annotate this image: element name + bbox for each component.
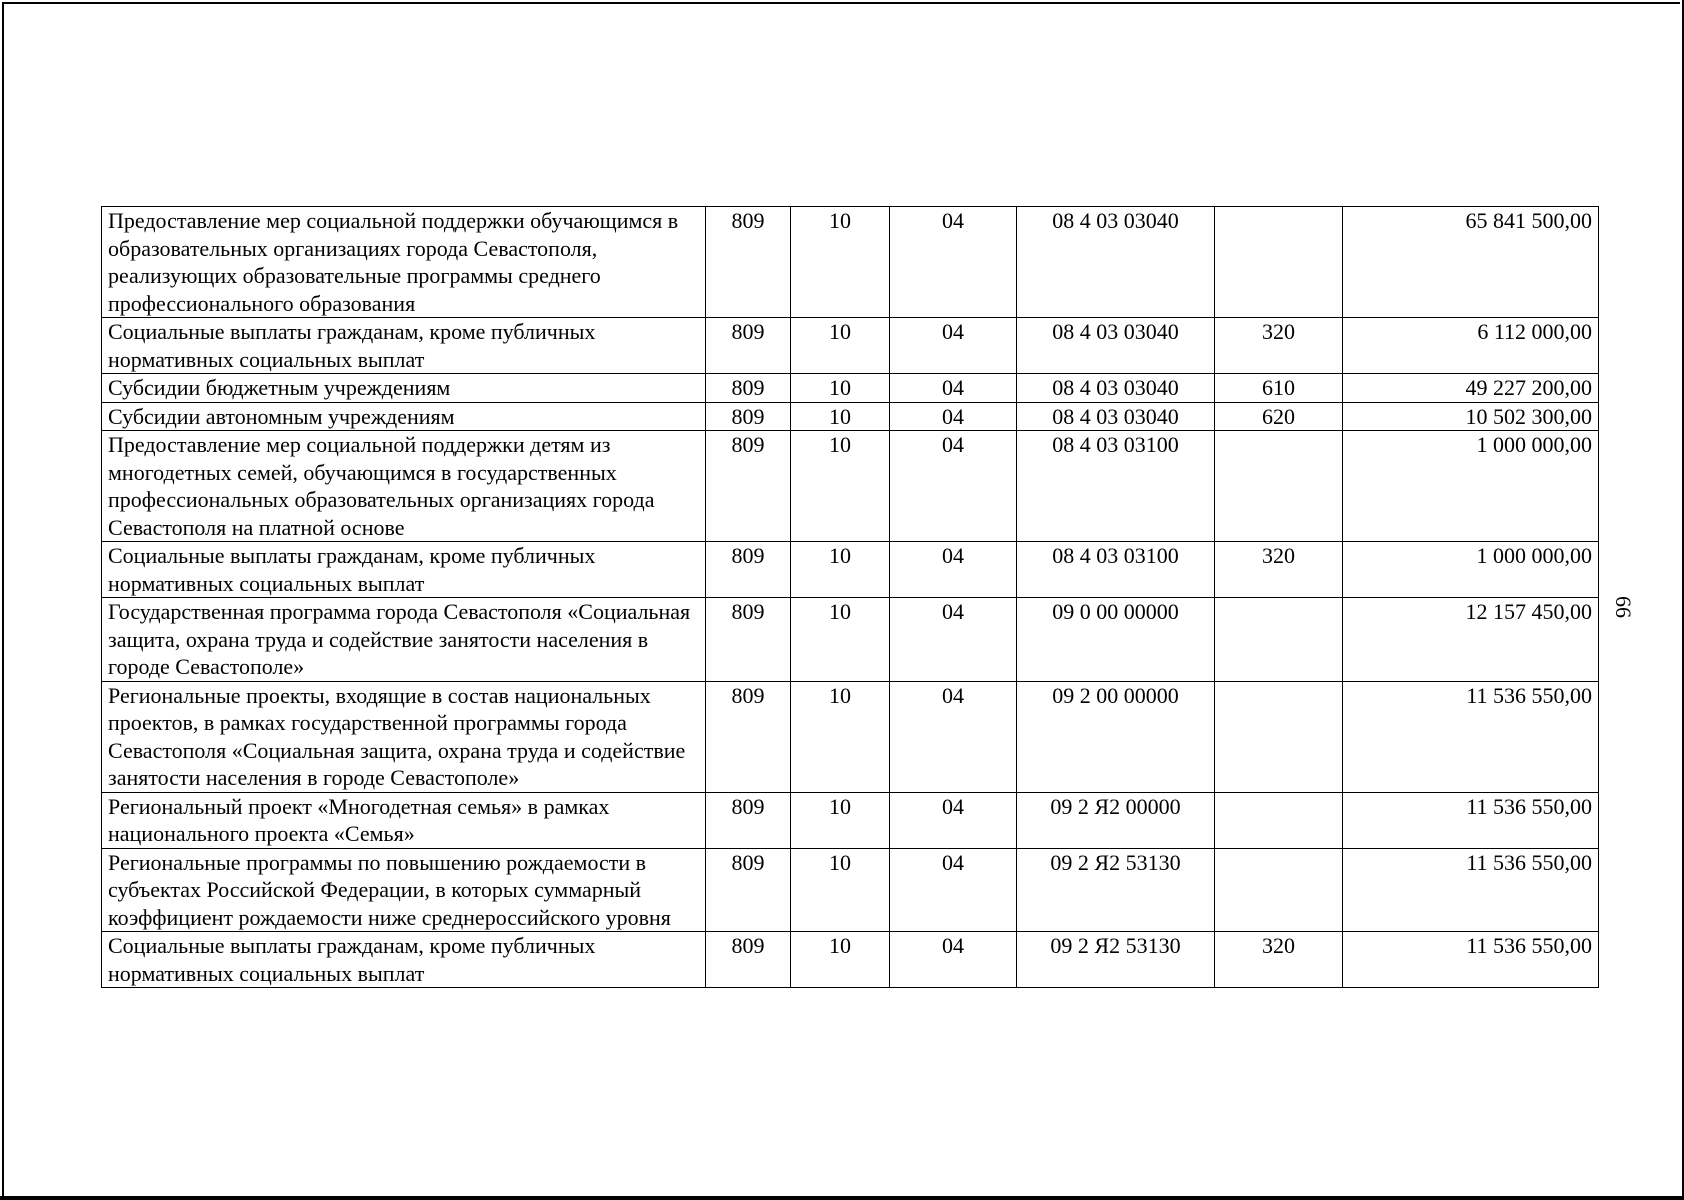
target-article-cell: 09 2 Я2 53130 bbox=[1017, 932, 1215, 988]
target-article-cell: 08 4 03 03040 bbox=[1017, 318, 1215, 374]
target-article-cell: 09 2 Я2 53130 bbox=[1017, 848, 1215, 932]
row-name-cell: Предоставление мер социальной поддержки обучающимся в образовательных организациях города Севастополя, реализующих образовательные программы среднего профессионального образования bbox=[102, 207, 706, 318]
table-row bbox=[102, 681, 1599, 792]
section-cell: 10 bbox=[791, 402, 890, 431]
ministry-code-cell: 809 bbox=[706, 848, 791, 932]
row-name-cell: Предоставление мер социальной поддержки детям из многодетных семей, обучающимся в государственных профессиональных образовательных организациях города Севастополя на платной основе bbox=[102, 431, 706, 542]
expense-type-cell: 320 bbox=[1215, 542, 1343, 598]
page-number: 66 bbox=[1611, 596, 1636, 618]
section-cell: 10 bbox=[791, 431, 890, 542]
subsection-cell: 04 bbox=[890, 598, 1017, 682]
row-name-cell: Региональные программы по повышению рождаемости в субъектах Российской Федерации, в которых суммарный коэффициент рождаемости ниже среднероссийского уровня bbox=[102, 848, 706, 932]
amount-cell: 6 112 000,00 bbox=[1343, 318, 1599, 374]
subsection-cell: 04 bbox=[890, 431, 1017, 542]
scan-edge-bottom bbox=[0, 1196, 1684, 1200]
table-row bbox=[102, 848, 1599, 932]
section-cell: 10 bbox=[791, 681, 890, 792]
expense-type-cell bbox=[1215, 431, 1343, 542]
table-row bbox=[102, 792, 1599, 848]
subsection-cell: 04 bbox=[890, 374, 1017, 403]
expense-type-cell: 620 bbox=[1215, 402, 1343, 431]
subsection-cell: 04 bbox=[890, 207, 1017, 318]
target-article-cell: 08 4 03 03100 bbox=[1017, 431, 1215, 542]
row-name-cell: Социальные выплаты гражданам, кроме публичных нормативных социальных выплат bbox=[102, 542, 706, 598]
amount-cell: 11 536 550,00 bbox=[1343, 681, 1599, 792]
ministry-code-cell: 809 bbox=[706, 207, 791, 318]
ministry-code-cell: 809 bbox=[706, 681, 791, 792]
section-cell: 10 bbox=[791, 542, 890, 598]
amount-cell: 11 536 550,00 bbox=[1343, 792, 1599, 848]
row-name-cell: Социальные выплаты гражданам, кроме публичных нормативных социальных выплат bbox=[102, 318, 706, 374]
section-cell: 10 bbox=[791, 932, 890, 988]
ministry-code-cell: 809 bbox=[706, 318, 791, 374]
table-row bbox=[102, 207, 1599, 318]
amount-cell: 10 502 300,00 bbox=[1343, 402, 1599, 431]
table-row bbox=[102, 318, 1599, 374]
ministry-code-cell: 809 bbox=[706, 431, 791, 542]
table-row bbox=[102, 374, 1599, 403]
target-article-cell: 09 0 00 00000 bbox=[1017, 598, 1215, 682]
amount-cell: 12 157 450,00 bbox=[1343, 598, 1599, 682]
target-article-cell: 08 4 03 03040 bbox=[1017, 207, 1215, 318]
subsection-cell: 04 bbox=[890, 792, 1017, 848]
subsection-cell: 04 bbox=[890, 318, 1017, 374]
table-row bbox=[102, 542, 1599, 598]
target-article-cell: 09 2 00 00000 bbox=[1017, 681, 1215, 792]
expense-type-cell: 610 bbox=[1215, 374, 1343, 403]
row-name-cell: Региональные проекты, входящие в состав национальных проектов, в рамках государственной программы города Севастополя «Социальная защита, охрана труда и содействие занятости населения в городе Севастополе» bbox=[102, 681, 706, 792]
section-cell: 10 bbox=[791, 792, 890, 848]
ministry-code-cell: 809 bbox=[706, 402, 791, 431]
row-name-cell: Региональный проект «Многодетная семья» в рамках национального проекта «Семья» bbox=[102, 792, 706, 848]
row-name-cell: Социальные выплаты гражданам, кроме публичных нормативных социальных выплат bbox=[102, 932, 706, 988]
expense-type-cell bbox=[1215, 598, 1343, 682]
ministry-code-cell: 809 bbox=[706, 792, 791, 848]
target-article-cell: 08 4 03 03100 bbox=[1017, 542, 1215, 598]
row-name-cell: Субсидии автономным учреждениям bbox=[102, 402, 706, 431]
section-cell: 10 bbox=[791, 207, 890, 318]
row-name-cell: Субсидии бюджетным учреждениям bbox=[102, 374, 706, 403]
subsection-cell: 04 bbox=[890, 681, 1017, 792]
subsection-cell: 04 bbox=[890, 932, 1017, 988]
ministry-code-cell: 809 bbox=[706, 374, 791, 403]
target-article-cell: 08 4 03 03040 bbox=[1017, 374, 1215, 403]
amount-cell: 11 536 550,00 bbox=[1343, 932, 1599, 988]
expense-type-cell bbox=[1215, 848, 1343, 932]
table-row bbox=[102, 431, 1599, 542]
ministry-code-cell: 809 bbox=[706, 598, 791, 682]
amount-cell: 65 841 500,00 bbox=[1343, 207, 1599, 318]
table-row bbox=[102, 402, 1599, 431]
section-cell: 10 bbox=[791, 374, 890, 403]
expense-type-cell: 320 bbox=[1215, 318, 1343, 374]
target-article-cell: 08 4 03 03040 bbox=[1017, 402, 1215, 431]
expense-type-cell bbox=[1215, 792, 1343, 848]
section-cell: 10 bbox=[791, 848, 890, 932]
subsection-cell: 04 bbox=[890, 402, 1017, 431]
section-cell: 10 bbox=[791, 598, 890, 682]
row-name-cell: Государственная программа города Севастополя «Социальная защита, охрана труда и содействие занятости населения в городе Севастополе» bbox=[102, 598, 706, 682]
table-row bbox=[102, 932, 1599, 988]
target-article-cell: 09 2 Я2 00000 bbox=[1017, 792, 1215, 848]
amount-cell: 11 536 550,00 bbox=[1343, 848, 1599, 932]
amount-cell: 49 227 200,00 bbox=[1343, 374, 1599, 403]
subsection-cell: 04 bbox=[890, 542, 1017, 598]
amount-cell: 1 000 000,00 bbox=[1343, 542, 1599, 598]
table-row bbox=[102, 598, 1599, 682]
ministry-code-cell: 809 bbox=[706, 932, 791, 988]
subsection-cell: 04 bbox=[890, 848, 1017, 932]
budget-table bbox=[101, 206, 1599, 988]
amount-cell: 1 000 000,00 bbox=[1343, 431, 1599, 542]
ministry-code-cell: 809 bbox=[706, 542, 791, 598]
expense-type-cell bbox=[1215, 207, 1343, 318]
expense-type-cell bbox=[1215, 681, 1343, 792]
section-cell: 10 bbox=[791, 318, 890, 374]
expense-type-cell: 320 bbox=[1215, 932, 1343, 988]
